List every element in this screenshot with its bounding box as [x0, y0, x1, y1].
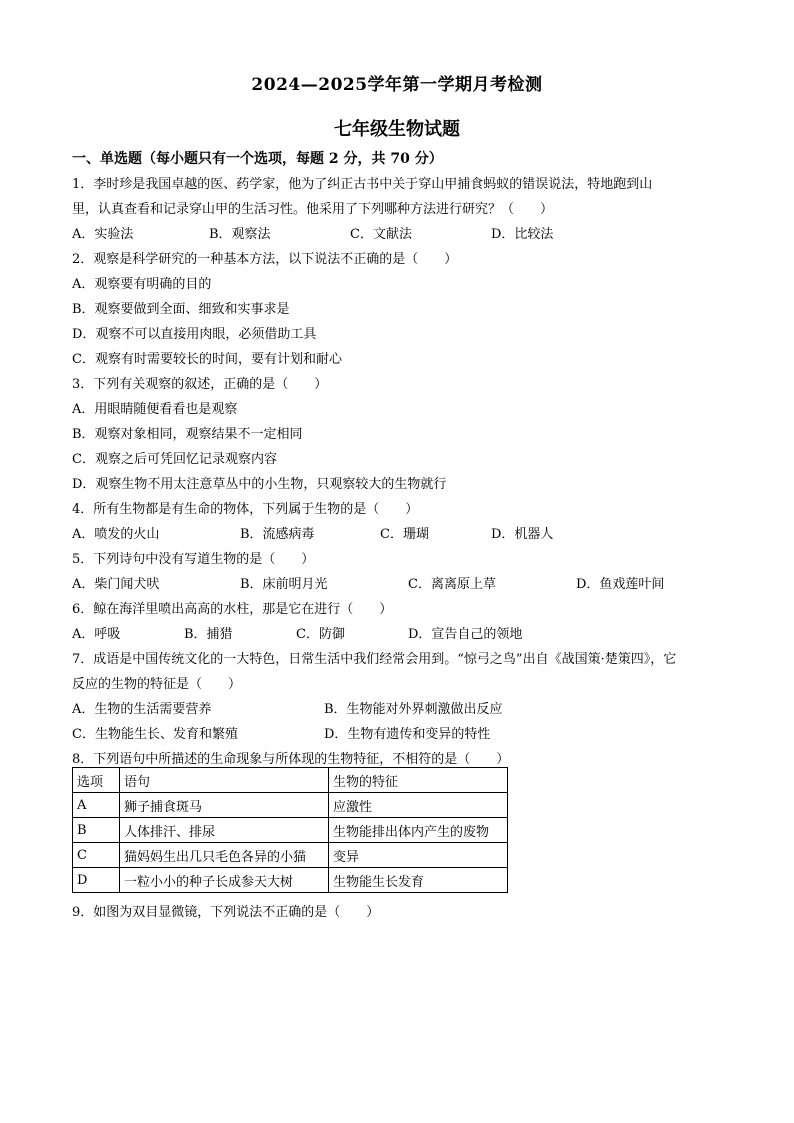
- q1-option-a: A．实验法: [72, 227, 134, 242]
- q3-option-d: D．观察生物不用太注意草丛中的小生物，只观察较大的生物就行: [72, 477, 447, 492]
- table-cell: B: [73, 818, 120, 843]
- exam-subtitle: 七年级生物试题: [334, 119, 460, 140]
- q7-stem-line2: 反应的生物的特征是（ ）: [72, 677, 242, 692]
- q5-option-c: C．离离原上草: [408, 577, 496, 592]
- table-row: [73, 843, 508, 868]
- table-cell: 应激性: [329, 793, 508, 818]
- q1-stem-line2: 里，认真查看和记录穿山甲的生活习性。他采用了下列哪种方法进行研究？（ ）: [72, 202, 554, 217]
- table-cell: D: [73, 868, 120, 893]
- table-cell: 狮子捕食斑马: [120, 793, 329, 818]
- q6-option-a: A．呼吸: [72, 627, 121, 642]
- table-cell: 猫妈妈生出几只毛色各异的小猫: [120, 843, 329, 868]
- q5-option-a: A．柴门闻犬吠: [72, 577, 160, 592]
- table-header-row: [73, 768, 508, 793]
- q7-option-b: B．生物能对外界刺激做出反应: [324, 702, 503, 717]
- table-row: [73, 868, 508, 893]
- q4-option-b: B．流感病毒: [240, 527, 315, 542]
- table-cell: 生物能生长发育: [329, 868, 508, 893]
- q4-option-a: A．喷发的火山: [72, 527, 160, 542]
- q6-option-b: B．捕猎: [184, 627, 233, 642]
- q5-stem: 5．下列诗句中没有写道生物的是（ ）: [72, 552, 315, 567]
- q8-stem: 8．下列语句中所描述的生命现象与所体现的生物特征，不相符的是（ ）: [72, 752, 510, 767]
- table-row: [73, 793, 508, 818]
- q3-option-a: A．用眼睛随便看看也是观察: [72, 402, 238, 417]
- q9-stem: 9．如图为双目显微镜，下列说法不正确的是（ ）: [72, 905, 380, 920]
- q5-option-d: D．鱼戏莲叶间: [576, 577, 665, 592]
- table-header-cell: 生物的特征: [329, 768, 508, 793]
- q2-stem: 2．观察是科学研究的一种基本方法，以下说法不正确的是（ ）: [72, 252, 458, 267]
- table-cell: 人体排汗、排尿: [120, 818, 329, 843]
- table-header-cell: 语句: [120, 768, 329, 793]
- q7-option-d: D．生物有遗传和变异的特性: [324, 727, 491, 742]
- q4-option-d: D．机器人: [491, 527, 554, 542]
- table-cell: C: [73, 843, 120, 868]
- q2-option-d: D．观察不可以直接用肉眼，必须借助工具: [72, 327, 317, 342]
- q7-option-a: A．生物的生活需要营养: [72, 702, 212, 717]
- q3-option-b: B．观察对象相同，观察结果不一定相同: [72, 427, 303, 442]
- table-header-cell: 选项: [73, 768, 120, 793]
- q1-option-b: B．观察法: [209, 227, 271, 242]
- table-cell: A: [73, 793, 120, 818]
- q4-stem: 4．所有生物都是有生命的物体，下列属于生物的是（ ）: [72, 502, 419, 517]
- q2-option-a: A．观察要有明确的目的: [72, 277, 212, 292]
- q6-option-d: D．宣告自己的领地: [408, 627, 523, 642]
- q3-stem: 3．下列有关观察的叙述，正确的是（ ）: [72, 377, 328, 392]
- q3-option-c: C．观察之后可凭回忆记录观察内容: [72, 452, 277, 467]
- q1-option-d: D．比较法: [491, 227, 554, 242]
- table-cell: 生物能排出体内产生的废物: [329, 818, 508, 843]
- q6-option-c: C．防御: [296, 627, 345, 642]
- q4-option-c: C．珊瑚: [380, 527, 429, 542]
- q1-stem-line1: 1．李时珍是我国卓越的医、药学家，他为了纠正古书中关于穿山甲捕食蚂蚁的错误说法，特地跑到山: [72, 177, 653, 192]
- q2-option-c: C．观察有时需要较长的时间，要有计划和耐心: [72, 352, 342, 367]
- exam-title: 2024—2025学年第一学期月考检测: [251, 75, 543, 95]
- q7-stem-line1: 7．成语是中国传统文化的一大特色，日常生活中我们经常会用到。“惊弓之鸟”出自《战国策·楚策四》，它: [72, 652, 677, 667]
- section-heading: 一、单选题（每小题只有一个选项，每题 2 分，共 70 分）: [72, 151, 443, 167]
- q1-option-c: C．文献法: [350, 227, 412, 242]
- q6-stem: 6．鲸在海洋里喷出高高的水柱，那是它在进行（ ）: [72, 602, 393, 617]
- table-cell: 一粒小小的种子长成参天大树: [120, 868, 329, 893]
- q8-table: [72, 767, 508, 893]
- q2-option-b: B．观察要做到全面、细致和实事求是: [72, 302, 290, 317]
- q7-option-c: C．生物能生长、发育和繁殖: [72, 727, 238, 742]
- table-row: [73, 818, 508, 843]
- table-cell: 变异: [329, 843, 508, 868]
- q5-option-b: B．床前明月光: [240, 577, 328, 592]
